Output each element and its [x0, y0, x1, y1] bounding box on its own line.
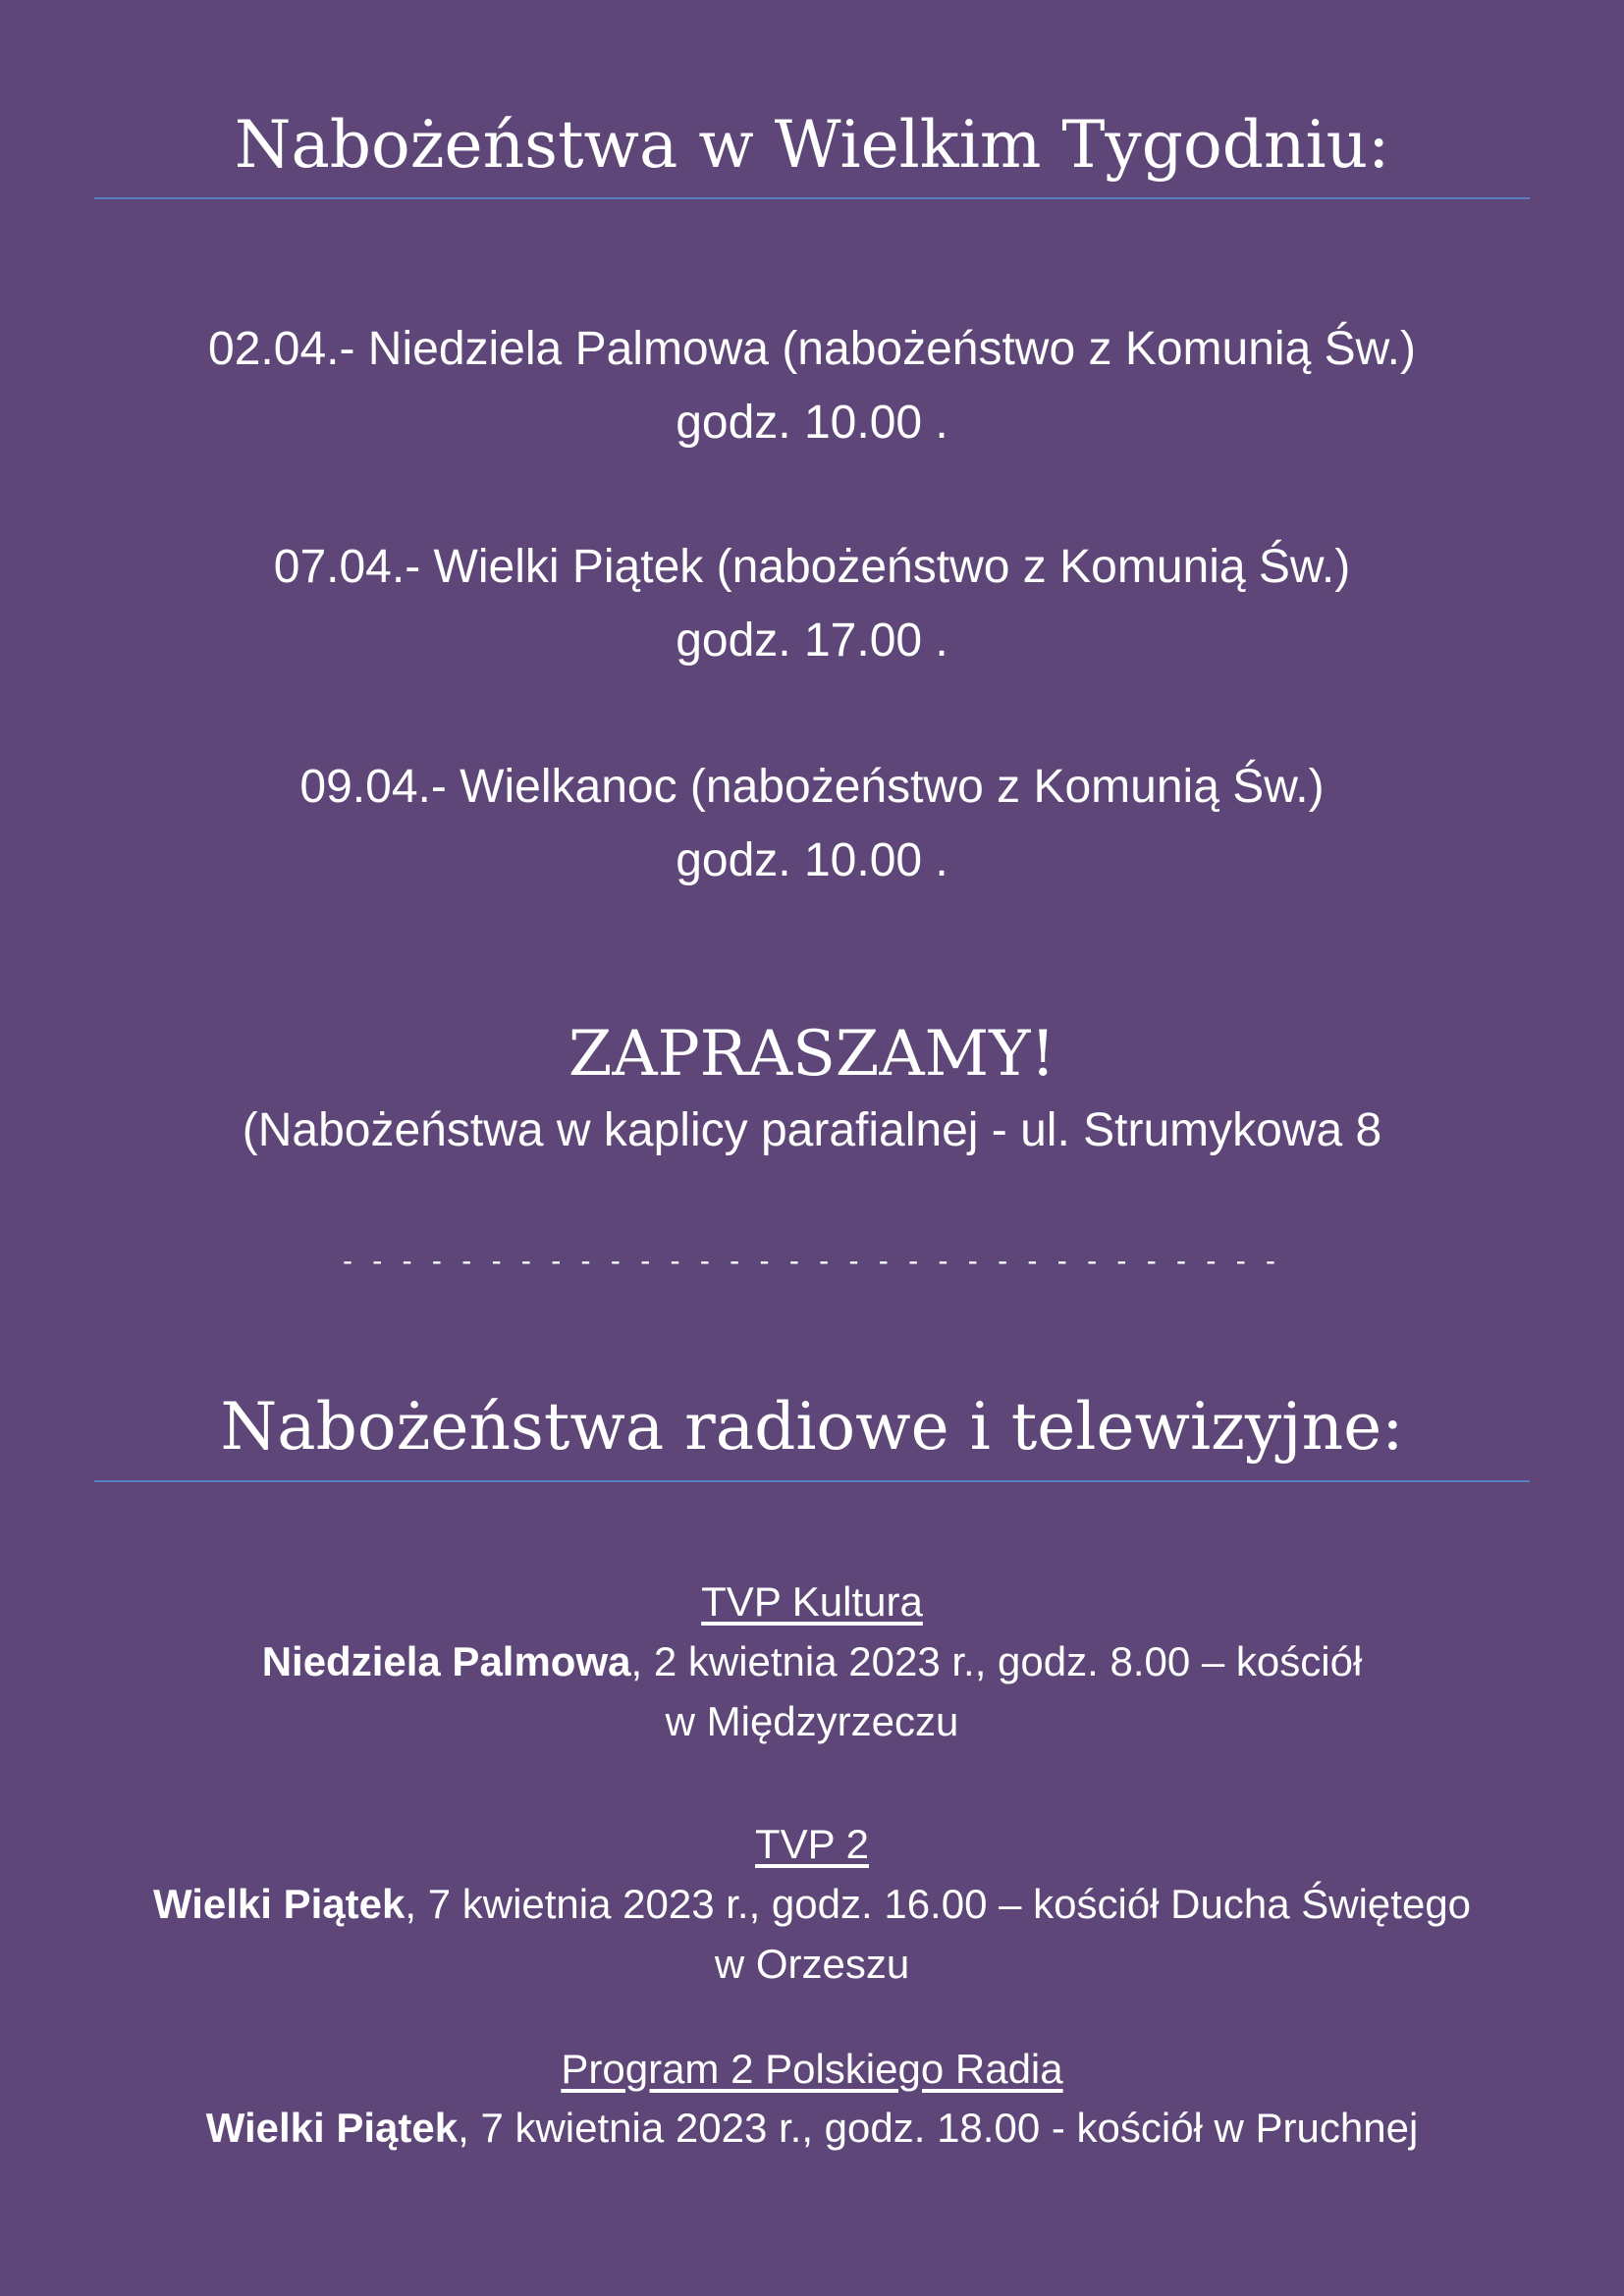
broadcast-day: Wielki Piątek	[152, 1881, 406, 1927]
invite-heading: ZAPRASZAMY!	[568, 1018, 1056, 1091]
broadcast-2-place: w Orzeszu	[714, 1941, 910, 1987]
broadcast-3-info	[0, 2101, 1624, 2156]
section1-title: Nabożeństwa w Wielkim Tygodniu:	[234, 107, 1390, 183]
broadcast-day: Wielki Piątek	[205, 2105, 459, 2151]
channel-name: TVP 2	[755, 1821, 869, 1867]
service-2-line2: godz. 17.00 .	[676, 614, 948, 667]
broadcast-2-channel	[0, 1817, 1624, 1872]
broadcast-2-info	[0, 1877, 1624, 1932]
broadcast-details: , 2 kwietnia 2023 r., godz. 8.00 – kościół	[630, 1638, 1363, 1684]
section1-divider	[94, 197, 1530, 199]
section2-title: Nabożeństwa radiowe i telewizyjne:	[220, 1389, 1404, 1465]
service-2-line1: 07.04.- Wielki Piątek (nabożeństwo z Komunią Św.)	[273, 541, 1351, 593]
broadcast-1-channel	[0, 1575, 1624, 1629]
broadcast-details: , 7 kwietnia 2023 r., godz. 16.00 – kościół Ducha Świętego	[405, 1881, 1472, 1927]
section2-divider	[94, 1480, 1530, 1482]
channel-name: TVP Kultura	[701, 1578, 923, 1625]
broadcast-day: Niedziela Palmowa	[261, 1638, 631, 1684]
service-1-line2: godz. 10.00 .	[676, 397, 948, 449]
service-1-line1: 02.04.- Niedziela Palmowa (nabożeństwo z Komunią Św.)	[208, 323, 1416, 375]
service-3-line2: godz. 10.00 .	[676, 834, 948, 886]
service-3-line1: 09.04.- Wielkanoc (nabożeństwo z Komunią Św.)	[299, 761, 1325, 813]
broadcast-details: , 7 kwietnia 2023 r., godz. 18.00 - kościół w Pruchnej	[458, 2105, 1419, 2151]
dashed-separator: - - - - - - - - - - - - - - - - - - - - - - - - - - - - - - - -	[342, 1245, 1282, 1277]
broadcast-3-channel	[0, 2042, 1624, 2097]
channel-name: Program 2 Polskiego Radia	[561, 2046, 1063, 2092]
location-note: (Nabożeństwa w kaplicy parafialnej - ul. Strumykowa 8	[242, 1104, 1382, 1156]
broadcast-1-info	[0, 1634, 1624, 1689]
broadcast-1-place: w Międzyrzeczu	[665, 1698, 959, 1744]
